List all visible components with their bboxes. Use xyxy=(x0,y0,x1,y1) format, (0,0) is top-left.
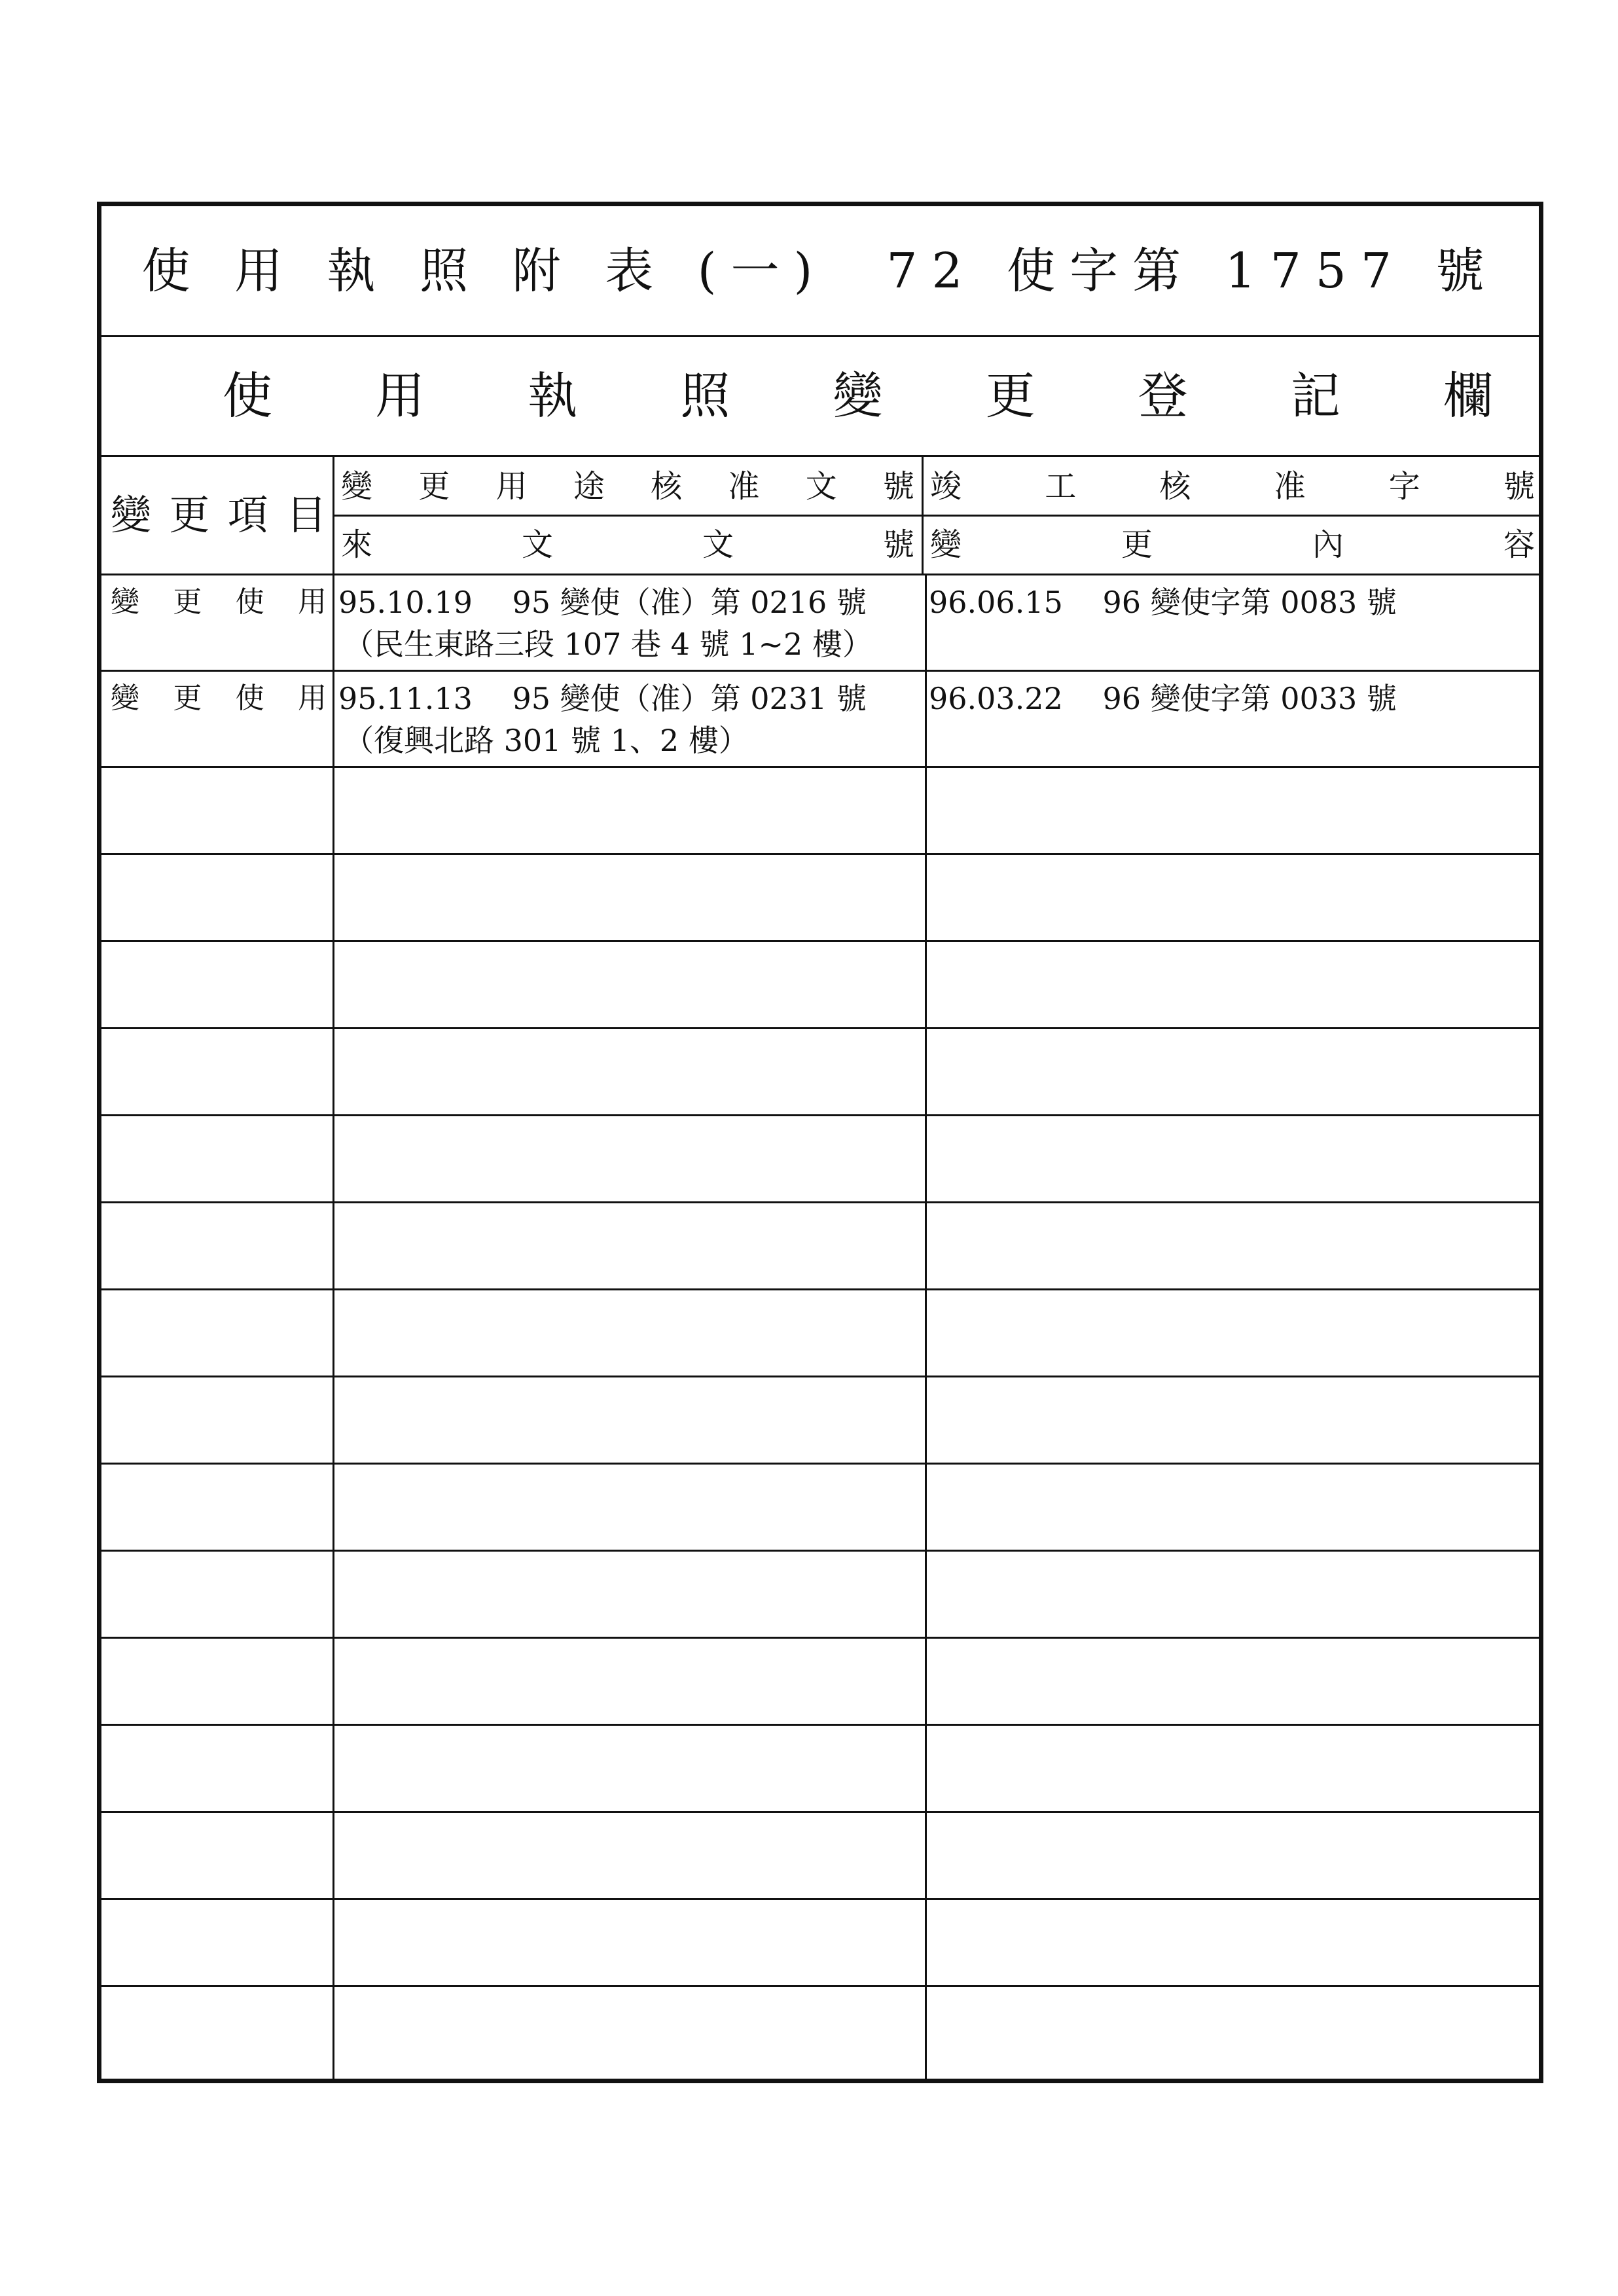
header-completion-no xyxy=(930,460,1535,513)
heading-char: 登 xyxy=(1138,367,1188,425)
header-approval-doc xyxy=(341,460,914,513)
row-divider xyxy=(101,1463,1539,1465)
header-char: 號 xyxy=(1503,468,1535,505)
header-char: 竣 xyxy=(930,468,962,505)
header-split xyxy=(334,515,1539,517)
registration-table xyxy=(101,457,1539,2079)
form-frame xyxy=(97,202,1543,2083)
header-char: 文 xyxy=(805,468,837,505)
row-change-item xyxy=(111,684,327,713)
heading-char: 使 xyxy=(223,367,272,425)
completion-doc: 96.03.22 96 變使字第 0033 號 xyxy=(929,681,1397,716)
header-char: 准 xyxy=(728,468,760,505)
row-divider xyxy=(101,670,1539,672)
item-char: 更 xyxy=(173,682,202,715)
row-divider xyxy=(101,1811,1539,1813)
heading-char: 執 xyxy=(528,367,578,425)
row-divider xyxy=(101,1201,1539,1203)
heading-char: 記 xyxy=(1290,367,1340,425)
heading-char: 用 xyxy=(375,367,425,425)
header-char: 容 xyxy=(1503,526,1535,563)
header-char: 號 xyxy=(882,526,914,563)
header-char: 文 xyxy=(702,526,734,563)
header-char: 途 xyxy=(573,468,605,505)
row-divider xyxy=(101,1898,1539,1900)
header-char: 字 xyxy=(1388,468,1420,505)
section-heading xyxy=(223,337,1493,455)
row-divider xyxy=(101,1288,1539,1290)
header-char: 變 xyxy=(930,526,962,563)
row-divider xyxy=(101,574,1539,575)
header-char: 核 xyxy=(651,468,683,505)
header-incoming-doc xyxy=(341,517,914,572)
header-char: 來 xyxy=(341,526,373,563)
row-divider xyxy=(101,1724,1539,1726)
completion-doc: 96.06.15 96 變使字第 0083 號 xyxy=(929,585,1397,620)
approval-doc-line1: 95.11.13 95 變使（准）第 0231 號 xyxy=(338,681,867,716)
subtitle-row xyxy=(101,337,1539,457)
header-change-content xyxy=(930,517,1535,572)
header-char: 准 xyxy=(1274,468,1306,505)
row-divider xyxy=(101,1550,1539,1552)
item-char: 變 xyxy=(111,682,139,715)
header-char: 核 xyxy=(1159,468,1191,505)
heading-char: 照 xyxy=(680,367,730,425)
header-char: 目 xyxy=(285,491,327,539)
title-row xyxy=(101,206,1539,337)
item-char: 更 xyxy=(173,585,202,619)
item-char: 變 xyxy=(111,585,139,619)
page-title: 使 用 執 照 附 表 (一) 72 使字第 1757 號 xyxy=(141,242,1499,299)
column-divider xyxy=(925,574,927,2079)
approval-doc-line2: （民生東路三段 107 巷 4 號 1~2 樓） xyxy=(344,627,872,662)
header-char: 更 xyxy=(418,468,450,505)
row-divider xyxy=(101,1376,1539,1377)
approval-doc-line2: （復興北路 301 號 1、2 樓） xyxy=(344,723,749,758)
header-char: 文 xyxy=(521,526,553,563)
item-char: 用 xyxy=(297,585,327,619)
item-char: 使 xyxy=(235,682,264,715)
row-change-item xyxy=(111,585,327,619)
row-divider xyxy=(101,940,1539,942)
header-char: 內 xyxy=(1312,526,1344,563)
column-divider xyxy=(333,457,334,2079)
heading-char: 欄 xyxy=(1443,367,1493,425)
item-char: 用 xyxy=(297,682,327,715)
heading-char: 變 xyxy=(833,367,883,425)
row-divider xyxy=(101,853,1539,855)
header-char: 項 xyxy=(227,491,268,539)
header-char: 工 xyxy=(1045,468,1077,505)
row-divider xyxy=(101,766,1539,768)
row-divider xyxy=(101,1027,1539,1029)
header-char: 變 xyxy=(341,468,373,505)
row-divider xyxy=(101,1985,1539,1987)
heading-char: 更 xyxy=(985,367,1035,425)
header-char: 用 xyxy=(495,468,528,505)
header-char: 更 xyxy=(169,491,210,539)
header-char: 變 xyxy=(111,491,152,539)
header-change-item xyxy=(111,457,327,574)
approval-doc-line1: 95.10.19 95 變使（准）第 0216 號 xyxy=(338,585,867,620)
item-char: 使 xyxy=(235,585,264,619)
header-char: 號 xyxy=(882,468,914,505)
row-divider xyxy=(101,1637,1539,1639)
header-char: 更 xyxy=(1121,526,1153,563)
row-divider xyxy=(101,1114,1539,1116)
